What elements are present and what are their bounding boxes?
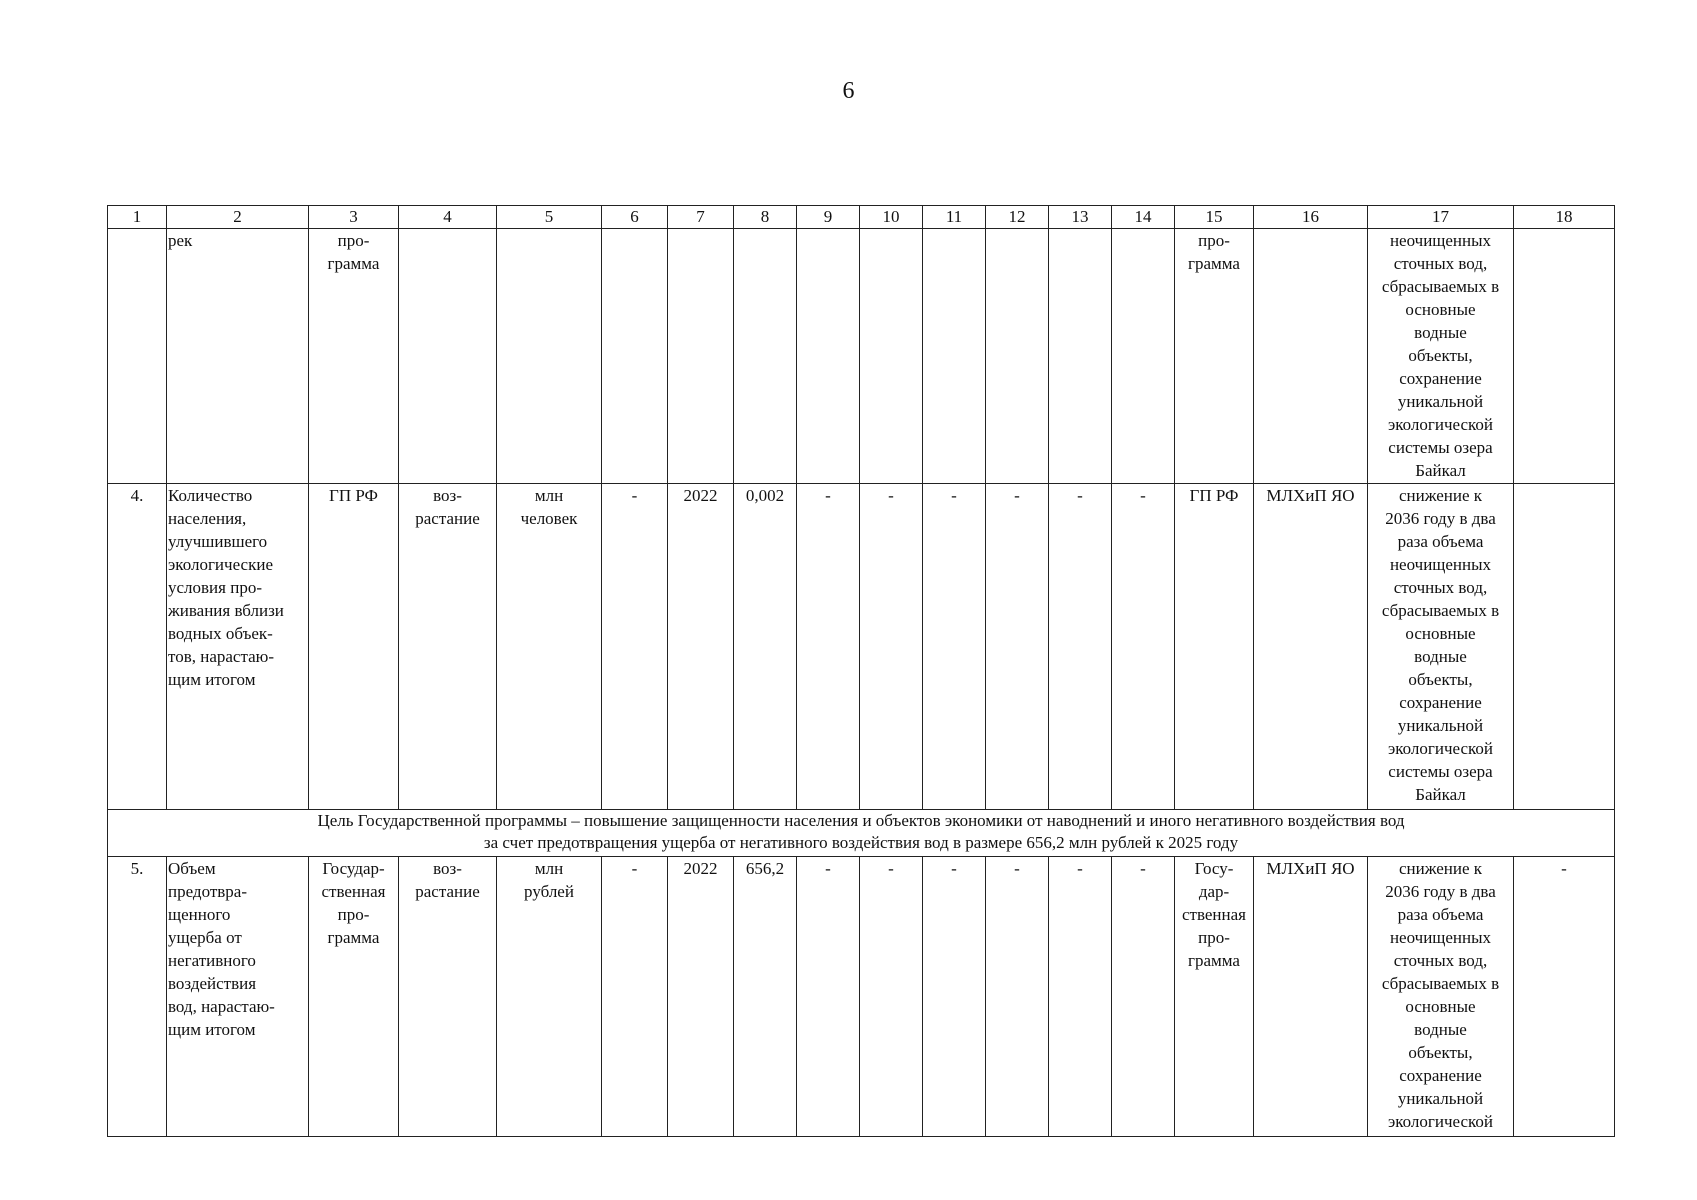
cell-12: - bbox=[986, 857, 1049, 1137]
linked-goal: снижение к 2036 году в два раза объема неочищенных сточных вод, сбрасываемых в основные водные объекты, сохранение уникальной экологической bbox=[1368, 857, 1514, 1137]
cell-10: - bbox=[860, 484, 923, 810]
table-row bbox=[108, 857, 1615, 1137]
column-number: 1 bbox=[108, 206, 167, 229]
column-number: 12 bbox=[986, 206, 1049, 229]
cell-9: - bbox=[797, 484, 860, 810]
linked-goal: снижение к 2036 году в два раза объема неочищенных сточных вод, сбрасываемых в основные водные объекты, сохранение уникальной экологической системы озера Байкал bbox=[1368, 484, 1514, 810]
cell-11: - bbox=[923, 484, 986, 810]
indicators-table bbox=[107, 205, 1615, 1137]
cell-10: - bbox=[860, 857, 923, 1137]
page-number: 6 bbox=[842, 78, 855, 104]
column-number: 10 bbox=[860, 206, 923, 229]
cell-13 bbox=[1049, 229, 1112, 484]
cell-14 bbox=[1112, 229, 1175, 484]
responsible: МЛХиП ЯО bbox=[1254, 484, 1368, 810]
base-year: 2022 bbox=[668, 857, 734, 1137]
cell-14: - bbox=[1112, 484, 1175, 810]
base-value: 656,2 bbox=[734, 857, 797, 1137]
column-number: 3 bbox=[309, 206, 399, 229]
cell-6: - bbox=[602, 857, 668, 1137]
cell-6: - bbox=[602, 484, 668, 810]
unit bbox=[497, 229, 602, 484]
unit: млн рублей bbox=[497, 857, 602, 1137]
column-number: 6 bbox=[602, 206, 668, 229]
row-number bbox=[108, 229, 167, 484]
column-number: 17 bbox=[1368, 206, 1514, 229]
cell-6 bbox=[602, 229, 668, 484]
row-number: 5. bbox=[108, 857, 167, 1137]
document: Госу- дар- ственная про- грамма bbox=[1175, 857, 1254, 1137]
document: про- грамма bbox=[1175, 229, 1254, 484]
column-number: 5 bbox=[497, 206, 602, 229]
base-value bbox=[734, 229, 797, 484]
table-row bbox=[108, 229, 1615, 484]
cell-18 bbox=[1514, 229, 1615, 484]
column-number: 18 bbox=[1514, 206, 1615, 229]
unit: млн человек bbox=[497, 484, 602, 810]
column-number: 7 bbox=[668, 206, 734, 229]
base-value: 0,002 bbox=[734, 484, 797, 810]
cell-9 bbox=[797, 229, 860, 484]
column-number: 13 bbox=[1049, 206, 1112, 229]
indicator-name: Количество населения, улучшившего экологические условия про- живания вблизи водных объек- тов, нарастаю- щим итогом bbox=[167, 484, 309, 810]
cell-12: - bbox=[986, 484, 1049, 810]
cell-11: - bbox=[923, 857, 986, 1137]
base-year bbox=[668, 229, 734, 484]
indicator-name: рек bbox=[167, 229, 309, 484]
table-row bbox=[108, 484, 1615, 810]
goal-line-2: за счет предотвращения ущерба от негативного воздействия вод в размере 656,2 млн рублей к 2025 году bbox=[483, 833, 1239, 852]
responsible: МЛХиП ЯО bbox=[1254, 857, 1368, 1137]
column-number: 15 bbox=[1175, 206, 1254, 229]
column-number-row bbox=[108, 206, 1615, 229]
row-number: 4. bbox=[108, 484, 167, 810]
trend bbox=[399, 229, 497, 484]
column-number: 9 bbox=[797, 206, 860, 229]
goal-row bbox=[108, 810, 1615, 857]
indicator-level: Государ- ственная про- грамма bbox=[309, 857, 399, 1137]
trend: воз- растание bbox=[399, 484, 497, 810]
column-number: 11 bbox=[923, 206, 986, 229]
cell-14: - bbox=[1112, 857, 1175, 1137]
cell-13: - bbox=[1049, 484, 1112, 810]
cell-12 bbox=[986, 229, 1049, 484]
indicator-level: ГП РФ bbox=[309, 484, 399, 810]
cell-18 bbox=[1514, 484, 1615, 810]
indicator-level: про- грамма bbox=[309, 229, 399, 484]
cell-11 bbox=[923, 229, 986, 484]
linked-goal: неочищенных сточных вод, сбрасываемых в основные водные объекты, сохранение уникальной экологической системы озера Байкал bbox=[1368, 229, 1514, 484]
column-number: 4 bbox=[399, 206, 497, 229]
cell-18: - bbox=[1514, 857, 1615, 1137]
base-year: 2022 bbox=[668, 484, 734, 810]
cell-13: - bbox=[1049, 857, 1112, 1137]
column-number: 8 bbox=[734, 206, 797, 229]
goal-line-1: Цель Государственной программы – повышение защищенности населения и объектов экономики от наводнений и иного негативного воздействия вод bbox=[317, 811, 1405, 830]
cell-9: - bbox=[797, 857, 860, 1137]
cell-10 bbox=[860, 229, 923, 484]
column-number: 14 bbox=[1112, 206, 1175, 229]
column-number: 16 bbox=[1254, 206, 1368, 229]
indicator-name: Объем предотвра- щенного ущерба от негативного воздействия вод, нарастаю- щим итогом bbox=[167, 857, 309, 1137]
goal-statement bbox=[108, 810, 1615, 857]
trend: воз- растание bbox=[399, 857, 497, 1137]
document: ГП РФ bbox=[1175, 484, 1254, 810]
responsible bbox=[1254, 229, 1368, 484]
column-number: 2 bbox=[167, 206, 309, 229]
